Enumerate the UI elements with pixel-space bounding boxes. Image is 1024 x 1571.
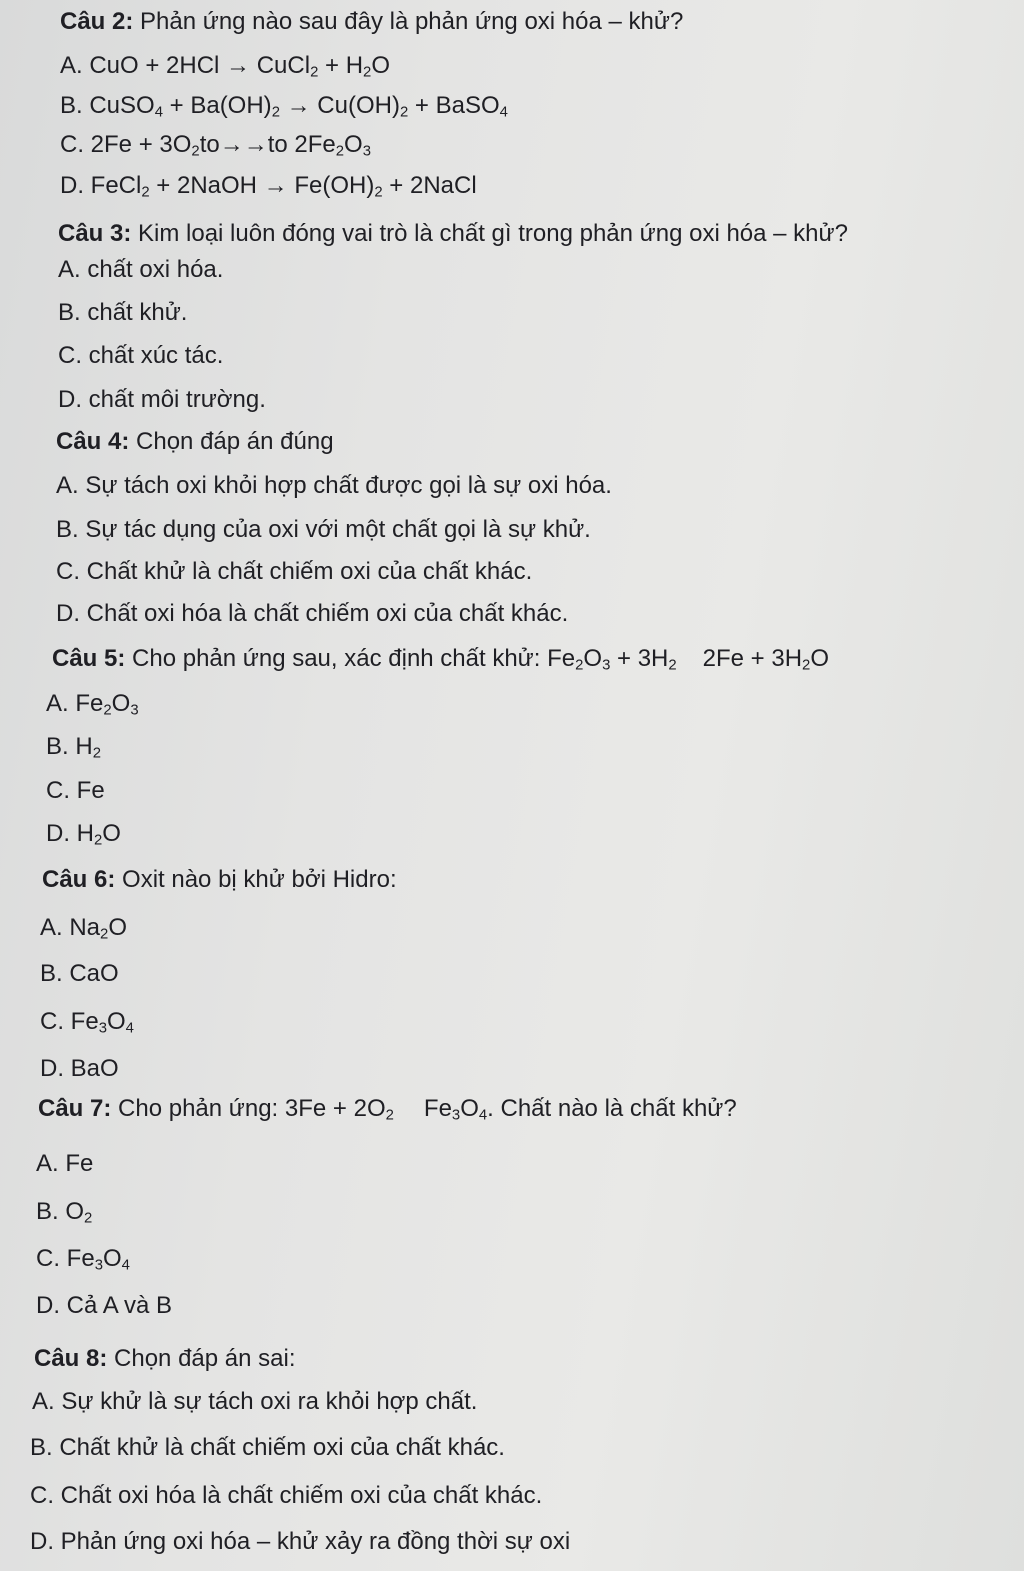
question-2-option-b — [60, 92, 508, 120]
question-6-option-c — [40, 1008, 134, 1036]
formula-part: O — [102, 1245, 122, 1272]
question-2-option-a — [60, 52, 390, 80]
subscript: 3 — [602, 657, 611, 674]
formula-part: Na — [69, 914, 101, 941]
question-4-option-a: A. Sự tách oxi khỏi hợp chất được gọi là sự oxi hóa. — [56, 472, 612, 499]
formula-part: FeCl — [90, 172, 142, 199]
formula-part: Fe — [423, 1095, 452, 1122]
subscript: 2 — [363, 64, 372, 81]
formula-part: O — [371, 52, 390, 79]
formula-part: O — [810, 645, 829, 672]
question-4-label: Câu 4: — [56, 428, 130, 455]
question-8 — [34, 1345, 296, 1373]
formula-part: CuO + 2HCl → CuCl — [89, 52, 311, 79]
formula-part: 2Fe + 3O — [90, 131, 192, 158]
subscript: 2 — [335, 143, 345, 160]
option-letter: D. — [60, 172, 91, 199]
question-2-option-c — [60, 131, 371, 159]
question-5-text: Cho phản ứng sau, xác định chất khử: — [125, 645, 548, 672]
question-3-option-d: D. chất môi trường. — [58, 386, 266, 413]
subscript: 2 — [374, 184, 383, 201]
option-letter: C. — [36, 1245, 67, 1272]
question-7-option-a: A. Fe — [36, 1150, 94, 1177]
question-5 — [52, 645, 829, 673]
option-letter: A. — [46, 690, 76, 717]
question-7-option-d: D. Cả A và B — [36, 1292, 173, 1319]
option-letter: C. — [40, 1008, 71, 1035]
subscript: 4 — [478, 1107, 488, 1124]
question-4 — [56, 428, 334, 456]
question-4-option-c: C. Chất khử là chất chiếm oxi của chất khác. — [56, 558, 533, 585]
formula-part: + 3H — [610, 645, 669, 672]
formula-part: O — [460, 1095, 479, 1122]
question-8-option-a: A. Sự khử là sự tách oxi ra khỏi hợp chất. — [32, 1388, 478, 1415]
formula-part: Fe — [66, 1245, 95, 1272]
question-5-option-d — [46, 820, 121, 848]
formula-part: O — [111, 690, 131, 717]
subscript: 2 — [92, 745, 101, 762]
formula-part: to→→to 2Fe — [199, 131, 336, 158]
option-letter: D. — [46, 820, 77, 847]
subscript: 2 — [399, 104, 409, 121]
option-letter: C. — [60, 131, 91, 158]
question-2-text: Phản ứng nào sau đây là phản ứng oxi hóa – khử? — [133, 8, 684, 35]
question-7 — [38, 1095, 737, 1123]
formula-part: O — [106, 1008, 126, 1035]
question-2-option-d — [60, 172, 477, 200]
question-6-option-a — [40, 914, 127, 942]
question-4-option-b: B. Sự tác dụng của oxi với một chất gọi là sự khử. — [56, 516, 591, 543]
subscript: 3 — [451, 1107, 461, 1124]
subscript: 3 — [362, 143, 371, 160]
subscript: 4 — [121, 1257, 130, 1274]
subscript: 2 — [310, 64, 319, 81]
subscript: 2 — [575, 657, 584, 674]
question-7-label: Câu 7: — [38, 1095, 112, 1122]
question-8-label: Câu 8: — [34, 1345, 108, 1372]
subscript: 2 — [94, 832, 103, 849]
question-6-option-b: B. CaO — [40, 960, 119, 987]
formula-part: H — [75, 733, 93, 760]
subscript: 4 — [125, 1020, 134, 1037]
subscript: 2 — [385, 1107, 394, 1124]
question-5-option-b — [46, 733, 101, 761]
option-letter: B. — [60, 92, 90, 119]
subscript: 2 — [191, 143, 200, 160]
question-5-option-a — [46, 690, 139, 718]
formula-part: H — [76, 820, 95, 847]
question-6 — [42, 866, 397, 894]
question-8-option-b: B. Chất khử là chất chiếm oxi của chất khác. — [30, 1434, 505, 1461]
formula-part: CuSO — [89, 92, 155, 119]
formula-part: Fe — [75, 690, 104, 717]
question-6-text: Oxit nào bị khử bởi Hidro: — [115, 866, 397, 893]
question-5-option-c: C. Fe — [46, 777, 105, 804]
subscript: 3 — [94, 1257, 103, 1274]
subscript: 2 — [84, 1210, 93, 1227]
subscript: 2 — [668, 657, 677, 674]
formula-part: 3Fe + 2O — [284, 1095, 386, 1122]
question-6-label: Câu 6: — [42, 866, 116, 893]
question-4-option-d: D. Chất oxi hóa là chất chiếm oxi của chất khác. — [56, 600, 569, 627]
subscript: 2 — [100, 926, 109, 943]
formula-part: O — [583, 645, 603, 672]
option-letter: B. — [36, 1198, 66, 1225]
formula-part: Fe — [547, 645, 576, 672]
question-6-option-d: D. BaO — [40, 1055, 119, 1082]
formula-part: O — [344, 131, 363, 158]
question-3-option-b: B. chất khử. — [58, 299, 188, 326]
question-3-text: Kim loại luôn đóng vai trò là chất gì trong phản ứng oxi hóa – khử? — [131, 220, 848, 247]
formula-part: O — [102, 820, 121, 847]
question-4-text: Chọn đáp án đúng — [129, 428, 334, 455]
formula-part: → Cu(OH) — [279, 92, 400, 119]
question-3-option-a: A. chất oxi hóa. — [58, 256, 224, 283]
formula-part: . Chất nào là chất khử? — [487, 1095, 737, 1122]
option-letter: A. — [40, 914, 70, 941]
formula-part: + 2NaOH → Fe(OH) — [149, 172, 375, 199]
option-letter: A. — [60, 52, 90, 79]
subscript: 2 — [103, 702, 112, 719]
subscript: 2 — [802, 657, 811, 674]
option-letter: B. — [46, 733, 76, 760]
formula-part: O — [65, 1198, 85, 1225]
formula-part: + Ba(OH) — [162, 92, 272, 119]
question-3-label: Câu 3: — [58, 220, 132, 247]
question-8-text: Chọn đáp án sai: — [107, 1345, 296, 1372]
subscript: 3 — [98, 1020, 107, 1037]
question-8-option-d: D. Phản ứng oxi hóa – khử xảy ra đồng thời sự oxi — [30, 1528, 571, 1555]
subscript: 3 — [130, 702, 139, 719]
subscript: 2 — [141, 184, 150, 201]
subscript: 4 — [154, 104, 163, 121]
formula-part: 2Fe + 3H — [702, 645, 803, 672]
question-7-option-b — [36, 1198, 92, 1226]
question-7-text: Cho phản ứng: — [111, 1095, 285, 1122]
question-2 — [60, 8, 683, 36]
formula-part: Fe — [70, 1008, 99, 1035]
question-2-label: Câu 2: — [60, 8, 134, 35]
formula-part: O — [108, 914, 127, 941]
formula-part: + H — [318, 52, 364, 79]
formula-part: + 2NaCl — [382, 172, 477, 199]
formula-part: + BaSO — [408, 92, 500, 119]
question-3 — [58, 220, 848, 248]
subscript: 2 — [271, 104, 280, 121]
question-5-label: Câu 5: — [52, 645, 126, 672]
subscript: 4 — [499, 104, 508, 121]
question-8-option-c: C. Chất oxi hóa là chất chiếm oxi của chất khác. — [30, 1482, 543, 1509]
question-3-option-c: C. chất xúc tác. — [58, 342, 224, 369]
question-7-option-c — [36, 1245, 130, 1273]
